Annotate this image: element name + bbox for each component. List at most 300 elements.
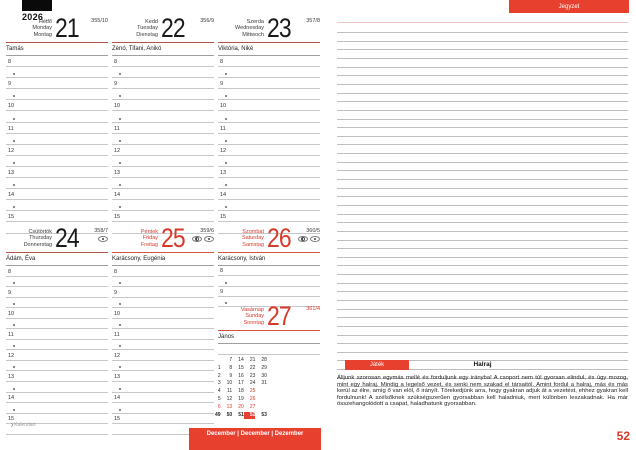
nameday-names: Tamás [6, 43, 108, 56]
hour-label: 12 [220, 147, 227, 154]
half-hour-line [218, 89, 320, 100]
hour-label: 15 [8, 214, 15, 221]
note-line [337, 318, 628, 327]
nameday-names: Viktória, Niké [218, 43, 320, 56]
day-column [6, 13, 108, 234]
half-hour-line [6, 156, 108, 167]
note-line [337, 120, 628, 129]
mini-cal-day: 26 [249, 395, 256, 402]
day-header [6, 223, 108, 253]
half-hour-marker [13, 95, 15, 97]
note-line [337, 145, 628, 154]
note-line [337, 223, 628, 232]
page-number: 52 [616, 429, 630, 443]
note-line [337, 189, 628, 198]
half-hour-line [112, 298, 214, 309]
hour-label: 13 [8, 374, 15, 381]
game-header [337, 360, 628, 372]
half-hour-line [6, 382, 108, 393]
hour-label: 12 [8, 147, 15, 154]
day-of-year: 355/10 [91, 18, 108, 24]
hour-label: 14 [114, 192, 121, 199]
mini-cal-day: 16 [238, 372, 244, 379]
game-section [337, 360, 628, 408]
mini-cal-day: 18 [238, 388, 244, 395]
half-hour-line [6, 67, 108, 78]
day-of-year: 361/4 [306, 306, 320, 312]
mini-cal-row [209, 357, 269, 365]
nameday-names: Karácsony, Eugénia [112, 253, 214, 266]
note-line [337, 42, 628, 51]
mini-cal-day: 1 [217, 364, 221, 371]
day-header-right [192, 228, 214, 242]
note-line [337, 50, 628, 59]
half-hour-line [6, 340, 108, 351]
day-header [218, 301, 320, 331]
year-label: 2026 [22, 12, 44, 22]
day-column [218, 223, 320, 307]
hour-label: 11 [220, 125, 226, 132]
mini-cal-day: 29 [261, 364, 267, 371]
half-hour-line [112, 340, 214, 351]
note-line [337, 137, 628, 146]
mini-cal-day: 28 [261, 357, 267, 363]
hour-label: 10 [8, 310, 15, 317]
half-hour-marker [13, 303, 15, 305]
mini-cal-row [209, 380, 269, 388]
hour-line [218, 189, 320, 200]
half-hour-marker [13, 366, 15, 368]
half-hour-marker [119, 345, 121, 347]
notes-divider-line [337, 22, 628, 23]
note-line [337, 85, 628, 94]
hour-label: 8 [114, 268, 118, 275]
day-header [112, 223, 214, 253]
half-hour-marker [225, 73, 227, 75]
hour-line [112, 393, 214, 404]
hour-label: 14 [8, 192, 15, 199]
note-line [337, 266, 628, 275]
half-hour-line [6, 361, 108, 372]
nameday-names: Karácsony, István [218, 253, 320, 266]
half-hour-line [218, 276, 320, 286]
half-hour-line [218, 111, 320, 122]
hour-label: 9 [220, 288, 224, 295]
half-hour-marker [119, 409, 121, 411]
mini-cal-day: 24 [249, 380, 256, 387]
day-column [218, 13, 320, 234]
half-hour-marker [119, 303, 121, 305]
note-line [337, 301, 628, 310]
half-hour-marker [225, 206, 227, 208]
note-line [337, 206, 628, 215]
half-hour-line [112, 319, 214, 330]
hour-line [6, 266, 108, 277]
hour-line [218, 100, 320, 111]
note-line [337, 25, 628, 34]
hour-label: 8 [8, 268, 12, 275]
day-number: 22 [161, 13, 185, 43]
mini-cal-row [209, 396, 269, 404]
half-hour-marker [119, 324, 121, 326]
half-hour-marker [119, 206, 121, 208]
note-line [337, 336, 628, 345]
hour-label: 15 [220, 214, 227, 221]
hour-label: 13 [114, 374, 121, 381]
hour-line [112, 329, 214, 340]
half-hour-marker [119, 184, 121, 186]
note-line [337, 68, 628, 77]
half-hour-line [112, 200, 214, 211]
note-line [337, 241, 628, 250]
moon-icon [204, 236, 214, 242]
half-hour-marker [119, 73, 121, 75]
half-hour-line [6, 134, 108, 145]
mini-cal-day [209, 357, 221, 365]
note-line [337, 232, 628, 241]
half-hour-line [112, 89, 214, 100]
hour-label: 8 [220, 268, 224, 275]
hour-line [218, 78, 320, 89]
mini-cal-day: 15 [238, 364, 244, 371]
hour-line [112, 100, 214, 111]
hour-slots [6, 266, 108, 435]
hour-line [112, 266, 214, 277]
half-hour-marker [119, 95, 121, 97]
hour-label: 11 [114, 125, 120, 132]
mini-cal-day: 2 [217, 372, 221, 379]
day-column [218, 301, 320, 355]
half-hour-line [218, 134, 320, 145]
hour-line [6, 123, 108, 134]
half-hour-line [112, 382, 214, 393]
day-column [6, 223, 108, 435]
note-line [337, 197, 628, 206]
hour-line [218, 287, 320, 297]
day-of-year: 356/9 [200, 18, 214, 24]
day-number: 26 [267, 223, 291, 253]
hour-label: 13 [220, 170, 227, 177]
half-hour-marker [119, 162, 121, 164]
note-line [337, 94, 628, 103]
half-hour-line [218, 156, 320, 167]
hour-line [112, 287, 214, 298]
mini-cal-day: 27 [249, 403, 256, 410]
mini-cal-day: 20 [238, 403, 244, 410]
half-hour-marker [13, 282, 15, 284]
note-line [337, 215, 628, 224]
half-hour-marker [13, 184, 15, 186]
mini-cal-day: 4 [217, 388, 221, 395]
mini-cal-row [209, 373, 269, 381]
day-name-stack: Péntek Friday Freitag [140, 229, 158, 248]
hour-line [218, 145, 320, 156]
half-hour-marker [13, 324, 15, 326]
mini-cal-day: 10 [226, 380, 233, 387]
note-line [337, 344, 628, 353]
day-header [6, 13, 108, 43]
half-hour-line [6, 298, 108, 309]
hour-line [218, 266, 320, 276]
mini-cal-week: 49 [215, 411, 221, 418]
hour-line [6, 350, 108, 361]
hour-label: 9 [8, 289, 12, 296]
mini-cal-row [209, 388, 269, 396]
game-title: Halraj [473, 361, 492, 368]
note-line [337, 171, 628, 180]
half-hour-line [6, 403, 108, 414]
brand-logo-icon: ❯ [10, 422, 14, 428]
hour-line [112, 211, 214, 222]
hour-line [6, 145, 108, 156]
mini-cal-week: 51 [238, 411, 244, 418]
day-header-right [94, 228, 108, 242]
hour-line [112, 308, 214, 319]
notes-ruled-area [337, 25, 628, 388]
hour-label: 10 [114, 103, 121, 110]
half-hour-marker [225, 118, 227, 120]
hour-line [218, 123, 320, 134]
half-hour-marker [119, 282, 121, 284]
hour-label: 9 [8, 81, 12, 88]
note-line [337, 310, 628, 319]
day-of-year: 360/5 [306, 228, 320, 234]
note-line [337, 180, 628, 189]
hour-slots [218, 344, 320, 355]
mini-cal-day: 13 [226, 403, 233, 410]
half-hour-line [112, 178, 214, 189]
mini-cal-week: 50 [226, 411, 233, 418]
half-hour-line [112, 156, 214, 167]
day-column [112, 223, 214, 435]
moon-icon [310, 236, 320, 242]
day-name-stack: Kedd Tuesday Dienstag [136, 19, 158, 38]
note-line [337, 33, 628, 42]
day-of-year: 357/8 [306, 18, 320, 24]
hour-label: 12 [8, 352, 15, 359]
mini-cal-day: 3 [217, 380, 221, 387]
note-line [337, 284, 628, 293]
half-hour-line [6, 89, 108, 100]
half-hour-marker [119, 366, 121, 368]
hour-line [112, 371, 214, 382]
half-hour-line [6, 277, 108, 288]
hour-label: 14 [8, 395, 15, 402]
hour-line [6, 329, 108, 340]
hour-line [6, 211, 108, 222]
hour-label: 11 [114, 331, 120, 338]
day-header-right [306, 18, 320, 26]
day-number: 23 [267, 13, 291, 43]
hour-line [218, 211, 320, 222]
brand-logo-text: Kalendart [14, 422, 36, 428]
hour-line [218, 56, 320, 67]
hour-line [6, 308, 108, 319]
day-number: 27 [267, 301, 291, 331]
note-line [337, 275, 628, 284]
day-column [112, 13, 214, 234]
note-line [337, 154, 628, 163]
day-icons [192, 236, 214, 242]
hour-label: 8 [114, 59, 118, 66]
hour-line [6, 393, 108, 404]
mini-cal-day: 31 [261, 380, 267, 387]
half-hour-line [112, 134, 214, 145]
mini-cal-day [255, 396, 267, 404]
hour-line [112, 167, 214, 178]
notes-tab: Jegyzet [509, 0, 629, 13]
day-header [218, 223, 320, 253]
half-hour-marker [13, 409, 15, 411]
note-line [337, 111, 628, 120]
game-badge: Játék [345, 360, 409, 370]
mini-month-calendar [209, 357, 269, 419]
half-hour-marker [13, 118, 15, 120]
mini-cal-day: 11 [226, 388, 233, 395]
day-header-right [200, 18, 214, 26]
day-icons [94, 236, 108, 242]
mini-cal-day: 25 [249, 388, 256, 395]
mini-cal-day: 22 [249, 364, 256, 371]
day-header-right [306, 306, 320, 314]
half-hour-line [112, 403, 214, 414]
mini-cal-day: 8 [229, 364, 233, 371]
mini-cal-day: 19 [238, 395, 244, 402]
hour-label: 13 [8, 170, 15, 177]
mini-cal-week: 53 [261, 411, 267, 418]
note-line [337, 327, 628, 336]
half-hour-line [218, 200, 320, 211]
hour-label: 9 [220, 81, 224, 88]
mini-cal-week-numbers [209, 412, 269, 420]
mini-cal-day: 14 [238, 357, 244, 363]
day-header [112, 13, 214, 43]
hour-line [6, 100, 108, 111]
half-hour-line [112, 111, 214, 122]
half-hour-line [6, 178, 108, 189]
day-of-year: 358/7 [94, 228, 108, 234]
half-hour-marker [225, 140, 227, 142]
day-name-stack: Vasárnap Sunday Sonntag [240, 307, 264, 326]
note-line [337, 59, 628, 68]
half-hour-line [112, 361, 214, 372]
holiday-icon [298, 236, 308, 242]
half-hour-line [112, 277, 214, 288]
month-bar [189, 428, 321, 450]
half-hour-marker [13, 140, 15, 142]
hour-line [112, 56, 214, 67]
note-line [337, 128, 628, 137]
day-number: 25 [161, 223, 185, 253]
mini-cal-day: 9 [229, 372, 233, 379]
half-hour-line [6, 200, 108, 211]
note-line [337, 76, 628, 85]
day-header [218, 13, 320, 43]
note-line [337, 102, 628, 111]
hour-label: 11 [8, 125, 14, 132]
hour-label: 15 [8, 416, 15, 423]
half-hour-marker [13, 345, 15, 347]
half-hour-marker [119, 140, 121, 142]
half-hour-marker [225, 282, 227, 284]
mini-cal-row [209, 404, 269, 412]
moon-icon [98, 236, 108, 242]
hour-line [218, 344, 320, 355]
mini-cal-row [209, 365, 269, 373]
mini-cal-day: 12 [226, 395, 233, 402]
note-line [337, 258, 628, 267]
hour-slots [112, 266, 214, 435]
day-name-stack: Csütörtök Thursday Donnerstag [23, 229, 52, 248]
mini-cal-day [255, 404, 267, 412]
hour-label: 9 [114, 289, 118, 296]
hour-line [6, 167, 108, 178]
hour-label: 14 [220, 192, 227, 199]
hour-line [112, 78, 214, 89]
day-number: 21 [55, 13, 79, 43]
mini-cal-day: 5 [217, 395, 221, 402]
mini-cal-day: 17 [238, 380, 244, 387]
half-hour-marker [13, 73, 15, 75]
half-hour-marker [13, 206, 15, 208]
hour-line [112, 189, 214, 200]
half-hour-line [218, 67, 320, 78]
hour-line [6, 371, 108, 382]
hour-label: 15 [114, 416, 121, 423]
nameday-names: Ádám, Éva [6, 253, 108, 266]
half-hour-marker [225, 184, 227, 186]
hour-label: 9 [114, 81, 118, 88]
half-hour-line [6, 111, 108, 122]
hour-slots [6, 56, 108, 234]
mini-cal-day: 23 [249, 372, 256, 379]
day-icons [298, 236, 320, 242]
half-hour-marker [119, 388, 121, 390]
mini-cal-day [255, 388, 267, 396]
half-hour-line [112, 67, 214, 78]
hour-line [6, 78, 108, 89]
hour-label: 12 [114, 147, 121, 154]
hour-line [218, 167, 320, 178]
day-of-year: 359/6 [200, 228, 214, 234]
mini-cal-current-week: 52 [244, 412, 256, 420]
mini-cal-day: 21 [249, 357, 256, 363]
day-name-stack: Szerda Wednesday Mittwoch [235, 19, 264, 38]
hour-label: 10 [8, 103, 15, 110]
hour-line [6, 189, 108, 200]
mini-cal-day: 30 [261, 372, 267, 379]
nameday-names: János [218, 331, 320, 344]
mini-cal-day: 6 [217, 403, 221, 410]
note-line [337, 163, 628, 172]
note-line [337, 292, 628, 301]
day-header-right [298, 228, 320, 242]
hour-slots [112, 56, 214, 234]
note-line [337, 249, 628, 258]
hour-line [112, 145, 214, 156]
hour-slots [218, 56, 320, 234]
hour-line [6, 56, 108, 67]
half-hour-marker [225, 95, 227, 97]
nameday-names: Zénó, Tifani, Anikó [112, 43, 214, 56]
day-number: 24 [55, 223, 79, 253]
half-hour-marker [13, 162, 15, 164]
day-name-stack: Hétfő Monday Montag [32, 19, 52, 38]
hour-label: 11 [8, 331, 14, 338]
half-hour-marker [225, 162, 227, 164]
half-hour-marker [13, 388, 15, 390]
holiday-icon [192, 236, 202, 242]
